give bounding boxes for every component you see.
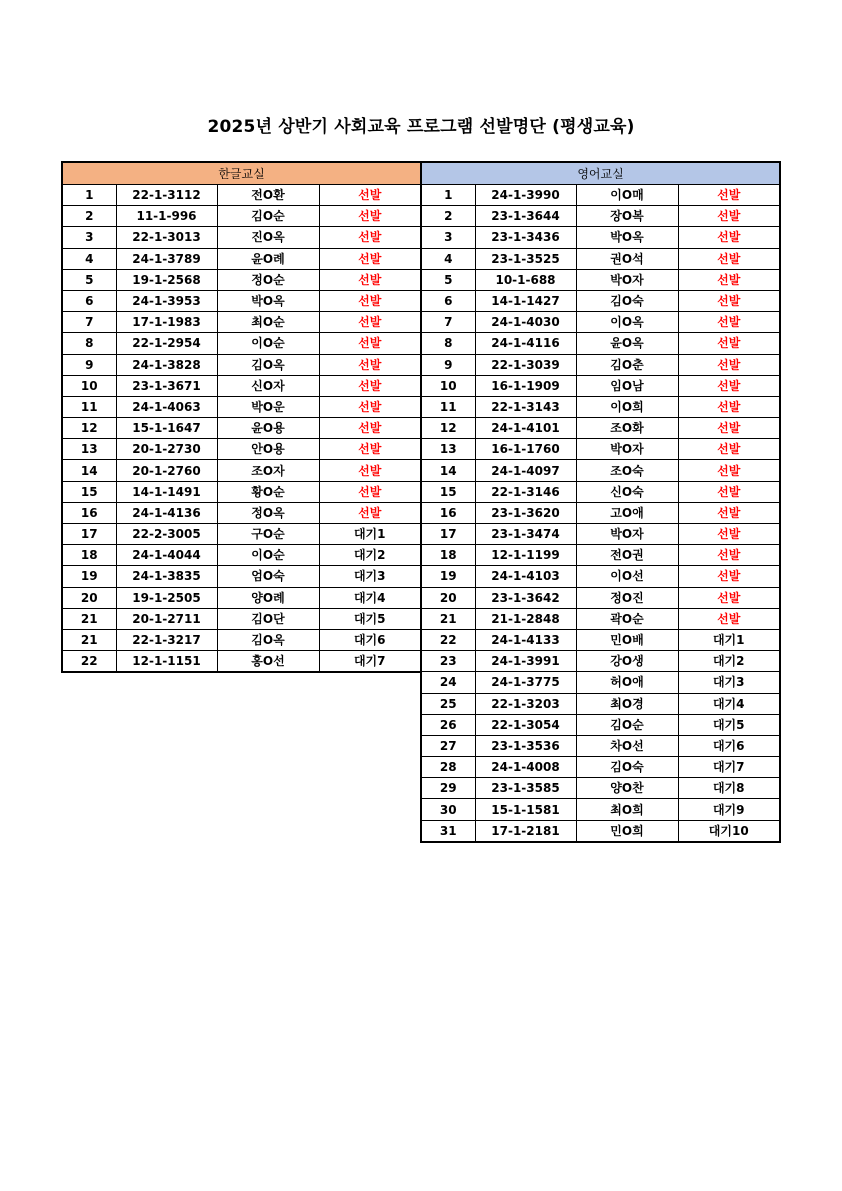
row-number: 3	[62, 227, 116, 248]
row-number: 1	[421, 185, 475, 206]
applicant-id: 24-1-3789	[116, 248, 217, 269]
table-row	[62, 333, 421, 354]
row-number: 14	[62, 460, 116, 481]
applicant-id: 20-1-2730	[116, 439, 217, 460]
selection-status: 대기4	[678, 693, 780, 714]
applicant-name: 박O운	[217, 396, 319, 417]
row-number: 3	[421, 227, 475, 248]
applicant-id: 24-1-4044	[116, 545, 217, 566]
selection-status: 선발	[678, 248, 780, 269]
applicant-name: 정O옥	[217, 502, 319, 523]
applicant-id: 22-1-3217	[116, 629, 217, 650]
row-number: 9	[421, 354, 475, 375]
applicant-name: 윤O례	[217, 248, 319, 269]
applicant-id: 14-1-1427	[475, 290, 576, 311]
applicant-id: 23-1-3585	[475, 778, 576, 799]
row-number: 28	[421, 757, 475, 778]
applicant-id: 23-1-3436	[475, 227, 576, 248]
table-row	[62, 608, 421, 629]
row-number: 15	[62, 481, 116, 502]
applicant-id: 24-1-4103	[475, 566, 576, 587]
english-class-table	[420, 161, 781, 843]
selection-status: 선발	[678, 439, 780, 460]
applicant-id: 24-1-4008	[475, 757, 576, 778]
row-number: 26	[421, 714, 475, 735]
row-number: 18	[62, 545, 116, 566]
applicant-id: 12-1-1199	[475, 545, 576, 566]
table-row	[421, 672, 780, 693]
table-row	[62, 396, 421, 417]
table-row	[421, 206, 780, 227]
selection-status: 선발	[678, 206, 780, 227]
selection-status: 선발	[319, 248, 421, 269]
applicant-name: 최O희	[576, 799, 678, 820]
applicant-id: 22-1-2954	[116, 333, 217, 354]
selection-status: 선발	[319, 439, 421, 460]
row-number: 18	[421, 545, 475, 566]
table-row	[421, 651, 780, 672]
table-row	[62, 185, 421, 206]
selection-status: 선발	[678, 375, 780, 396]
applicant-name: 김O옥	[217, 354, 319, 375]
selection-status: 대기2	[319, 545, 421, 566]
applicant-id: 10-1-688	[475, 269, 576, 290]
applicant-id: 24-1-3775	[475, 672, 576, 693]
table-row	[62, 354, 421, 375]
applicant-name: 이O매	[576, 185, 678, 206]
applicant-id: 22-1-3054	[475, 714, 576, 735]
applicant-id: 23-1-3474	[475, 524, 576, 545]
page-title: 2025년 상반기 사회교육 프로그램 선발명단 (평생교육)	[207, 117, 635, 137]
english-class-rows	[421, 185, 780, 842]
table-row	[62, 312, 421, 333]
applicant-name: 김O옥	[217, 629, 319, 650]
applicant-id: 23-1-3536	[475, 735, 576, 756]
applicant-name: 박O자	[576, 524, 678, 545]
table-row	[62, 375, 421, 396]
applicant-name: 전O환	[217, 185, 319, 206]
applicant-id: 12-1-1151	[116, 651, 217, 673]
table-row	[421, 693, 780, 714]
applicant-name: 조O자	[217, 460, 319, 481]
applicant-id: 17-1-1983	[116, 312, 217, 333]
table-row	[62, 418, 421, 439]
row-number: 16	[62, 502, 116, 523]
applicant-name: 이O옥	[576, 312, 678, 333]
applicant-name: 허O애	[576, 672, 678, 693]
applicant-id: 17-1-2181	[475, 820, 576, 842]
table-row	[421, 354, 780, 375]
table-row	[421, 312, 780, 333]
applicant-name: 김O숙	[576, 757, 678, 778]
applicant-name: 황O순	[217, 481, 319, 502]
row-number: 22	[62, 651, 116, 673]
selection-status: 선발	[678, 418, 780, 439]
selection-status: 선발	[319, 481, 421, 502]
applicant-id: 16-1-1909	[475, 375, 576, 396]
selection-status: 대기2	[678, 651, 780, 672]
row-number: 8	[421, 333, 475, 354]
row-number: 29	[421, 778, 475, 799]
applicant-id: 16-1-1760	[475, 439, 576, 460]
selection-status: 선발	[319, 206, 421, 227]
english-class-header: 영어교실	[421, 162, 780, 185]
applicant-name: 박O자	[576, 269, 678, 290]
selection-status: 대기3	[678, 672, 780, 693]
table-row	[421, 333, 780, 354]
applicant-id: 24-1-4097	[475, 460, 576, 481]
applicant-name: 박O옥	[576, 227, 678, 248]
applicant-id: 23-1-3671	[116, 375, 217, 396]
selection-status: 대기8	[678, 778, 780, 799]
row-number: 12	[421, 418, 475, 439]
applicant-name: 민O배	[576, 629, 678, 650]
table-row	[421, 799, 780, 820]
selection-status: 선발	[678, 608, 780, 629]
table-row	[421, 227, 780, 248]
selection-status: 선발	[678, 269, 780, 290]
selection-status: 선발	[678, 354, 780, 375]
selection-status: 선발	[319, 418, 421, 439]
selection-status: 대기5	[678, 714, 780, 735]
table-row	[421, 757, 780, 778]
applicant-id: 20-1-2711	[116, 608, 217, 629]
selection-status: 선발	[319, 396, 421, 417]
applicant-name: 차O선	[576, 735, 678, 756]
applicant-id: 24-1-3953	[116, 290, 217, 311]
applicant-name: 박O자	[576, 439, 678, 460]
applicant-id: 22-1-3013	[116, 227, 217, 248]
selection-status: 선발	[678, 396, 780, 417]
applicant-id: 22-1-3146	[475, 481, 576, 502]
applicant-name: 임O남	[576, 375, 678, 396]
selection-status: 선발	[319, 227, 421, 248]
table-row	[62, 460, 421, 481]
selection-status: 선발	[319, 269, 421, 290]
row-number: 4	[421, 248, 475, 269]
selection-status: 선발	[678, 185, 780, 206]
applicant-name: 김O순	[576, 714, 678, 735]
row-number: 15	[421, 481, 475, 502]
applicant-name: 김O숙	[576, 290, 678, 311]
row-number: 21	[421, 608, 475, 629]
table-row	[421, 524, 780, 545]
row-number: 2	[62, 206, 116, 227]
selection-status: 대기6	[319, 629, 421, 650]
row-number: 23	[421, 651, 475, 672]
row-number: 31	[421, 820, 475, 842]
table-row	[62, 248, 421, 269]
applicant-id: 23-1-3644	[475, 206, 576, 227]
table-row	[62, 227, 421, 248]
row-number: 10	[421, 375, 475, 396]
applicant-id: 11-1-996	[116, 206, 217, 227]
row-number: 12	[62, 418, 116, 439]
table-row	[421, 418, 780, 439]
table-row	[62, 439, 421, 460]
table-row	[421, 778, 780, 799]
selection-status: 선발	[678, 227, 780, 248]
applicant-id: 24-1-4101	[475, 418, 576, 439]
selection-status: 선발	[319, 185, 421, 206]
table-row	[62, 545, 421, 566]
table-row	[421, 735, 780, 756]
table-row	[421, 608, 780, 629]
row-number: 6	[421, 290, 475, 311]
table-row	[421, 269, 780, 290]
row-number: 16	[421, 502, 475, 523]
applicant-id: 15-1-1581	[475, 799, 576, 820]
row-number: 8	[62, 333, 116, 354]
row-number: 21	[62, 608, 116, 629]
table-row	[421, 587, 780, 608]
applicant-id: 24-1-4133	[475, 629, 576, 650]
applicant-name: 곽O순	[576, 608, 678, 629]
row-number: 11	[62, 396, 116, 417]
applicant-name: 이O선	[576, 566, 678, 587]
row-number: 11	[421, 396, 475, 417]
selection-status: 대기1	[319, 524, 421, 545]
selection-status: 대기6	[678, 735, 780, 756]
applicant-id: 23-1-3620	[475, 502, 576, 523]
table-row	[421, 396, 780, 417]
row-number: 6	[62, 290, 116, 311]
row-number: 22	[421, 629, 475, 650]
applicant-id: 22-1-3112	[116, 185, 217, 206]
applicant-id: 24-1-4063	[116, 396, 217, 417]
applicant-name: 강O생	[576, 651, 678, 672]
selection-status: 선발	[319, 312, 421, 333]
row-number: 17	[421, 524, 475, 545]
selection-status: 선발	[319, 290, 421, 311]
applicant-name: 신O자	[217, 375, 319, 396]
table-row	[421, 460, 780, 481]
applicant-name: 권O석	[576, 248, 678, 269]
row-number: 5	[421, 269, 475, 290]
applicant-id: 24-1-4116	[475, 333, 576, 354]
row-number: 20	[421, 587, 475, 608]
applicant-id: 24-1-4136	[116, 502, 217, 523]
table-row	[62, 206, 421, 227]
hangul-class-rows	[62, 185, 421, 673]
applicant-name: 구O순	[217, 524, 319, 545]
row-number: 19	[62, 566, 116, 587]
row-number: 27	[421, 735, 475, 756]
applicant-name: 윤O옥	[576, 333, 678, 354]
applicant-name: 양O찬	[576, 778, 678, 799]
row-number: 7	[421, 312, 475, 333]
table-row	[62, 629, 421, 650]
applicant-name: 조O화	[576, 418, 678, 439]
applicant-name: 이O순	[217, 333, 319, 354]
table-row	[421, 566, 780, 587]
selection-status: 선발	[678, 524, 780, 545]
table-row	[421, 481, 780, 502]
applicant-id: 24-1-3991	[475, 651, 576, 672]
selection-status: 대기10	[678, 820, 780, 842]
applicant-id: 22-2-3005	[116, 524, 217, 545]
applicant-name: 정O진	[576, 587, 678, 608]
applicant-name: 최O순	[217, 312, 319, 333]
table-row	[62, 502, 421, 523]
hangul-class-table	[61, 161, 422, 673]
applicant-id: 24-1-4030	[475, 312, 576, 333]
applicant-name: 이O순	[217, 545, 319, 566]
applicant-name: 윤O용	[217, 418, 319, 439]
applicant-name: 최O경	[576, 693, 678, 714]
table-row	[62, 651, 421, 673]
table-row	[421, 545, 780, 566]
row-number: 7	[62, 312, 116, 333]
row-number: 1	[62, 185, 116, 206]
row-number: 25	[421, 693, 475, 714]
row-number: 10	[62, 375, 116, 396]
applicant-name: 고O애	[576, 502, 678, 523]
applicant-name: 김O순	[217, 206, 319, 227]
applicant-name: 조O숙	[576, 460, 678, 481]
table-row	[421, 248, 780, 269]
applicant-id: 24-1-3835	[116, 566, 217, 587]
applicant-name: 김O단	[217, 608, 319, 629]
row-number: 20	[62, 587, 116, 608]
applicant-id: 19-1-2568	[116, 269, 217, 290]
selection-status: 대기9	[678, 799, 780, 820]
selection-status: 대기7	[678, 757, 780, 778]
selection-status: 대기7	[319, 651, 421, 673]
selection-status: 대기5	[319, 608, 421, 629]
applicant-id: 20-1-2760	[116, 460, 217, 481]
row-number: 4	[62, 248, 116, 269]
applicant-name: 엄O숙	[217, 566, 319, 587]
row-number: 30	[421, 799, 475, 820]
applicant-name: 양O례	[217, 587, 319, 608]
table-row	[421, 439, 780, 460]
selection-status: 선발	[678, 290, 780, 311]
selection-status: 선발	[678, 587, 780, 608]
table-row	[421, 502, 780, 523]
applicant-name: 진O옥	[217, 227, 319, 248]
selection-status: 선발	[678, 502, 780, 523]
applicant-name: 박O옥	[217, 290, 319, 311]
applicant-id: 24-1-3990	[475, 185, 576, 206]
table-row	[62, 566, 421, 587]
table-row	[421, 290, 780, 311]
applicant-name: 김O춘	[576, 354, 678, 375]
selection-status: 선발	[319, 354, 421, 375]
applicant-id: 24-1-3828	[116, 354, 217, 375]
selection-status: 선발	[678, 312, 780, 333]
applicant-name: 신O숙	[576, 481, 678, 502]
row-number: 19	[421, 566, 475, 587]
table-row	[421, 375, 780, 396]
applicant-id: 23-1-3642	[475, 587, 576, 608]
row-number: 5	[62, 269, 116, 290]
table-row	[421, 714, 780, 735]
selection-status: 대기3	[319, 566, 421, 587]
applicant-name: 정O순	[217, 269, 319, 290]
selection-status: 대기1	[678, 629, 780, 650]
selection-status: 선발	[319, 460, 421, 481]
selection-status: 선발	[319, 375, 421, 396]
table-row	[62, 269, 421, 290]
applicant-id: 23-1-3525	[475, 248, 576, 269]
applicant-name: 민O희	[576, 820, 678, 842]
table-row	[421, 820, 780, 842]
applicant-name: 전O권	[576, 545, 678, 566]
table-row	[62, 587, 421, 608]
selection-status: 선발	[678, 333, 780, 354]
applicant-name: 이O희	[576, 396, 678, 417]
row-number: 21	[62, 629, 116, 650]
applicant-id: 22-1-3143	[475, 396, 576, 417]
applicant-id: 21-1-2848	[475, 608, 576, 629]
row-number: 17	[62, 524, 116, 545]
row-number: 13	[421, 439, 475, 460]
row-number: 13	[62, 439, 116, 460]
selection-status: 선발	[319, 502, 421, 523]
table-row	[62, 524, 421, 545]
table-row	[62, 481, 421, 502]
selection-status: 선발	[678, 566, 780, 587]
applicant-name: 장O복	[576, 206, 678, 227]
row-number: 2	[421, 206, 475, 227]
applicant-id: 15-1-1647	[116, 418, 217, 439]
applicant-id: 22-1-3039	[475, 354, 576, 375]
applicant-name: 안O용	[217, 439, 319, 460]
selection-status: 선발	[678, 545, 780, 566]
table-row	[62, 290, 421, 311]
row-number: 14	[421, 460, 475, 481]
applicant-id: 22-1-3203	[475, 693, 576, 714]
applicant-id: 14-1-1491	[116, 481, 217, 502]
table-row	[421, 629, 780, 650]
hangul-class-header: 한글교실	[62, 162, 421, 185]
selection-status: 선발	[319, 333, 421, 354]
table-row	[421, 185, 780, 206]
selection-status: 선발	[678, 460, 780, 481]
selection-status: 대기4	[319, 587, 421, 608]
applicant-id: 19-1-2505	[116, 587, 217, 608]
row-number: 24	[421, 672, 475, 693]
selection-status: 선발	[678, 481, 780, 502]
applicant-name: 홍O선	[217, 651, 319, 673]
row-number: 9	[62, 354, 116, 375]
